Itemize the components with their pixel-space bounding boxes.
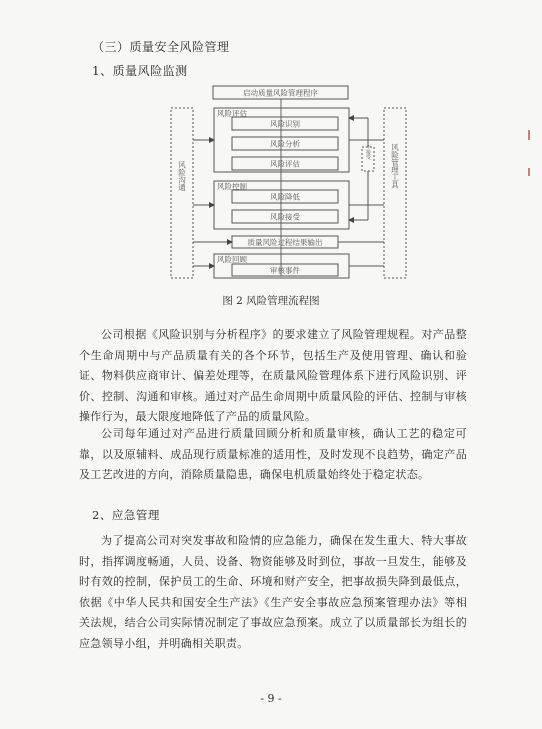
label-start: 启动质量风险管理程序 bbox=[243, 88, 318, 98]
label-accept: 风险接受 bbox=[270, 212, 300, 222]
risk-management-flowchart bbox=[0, 0, 542, 290]
subsection-heading-emergency: 2、应急管理 bbox=[92, 508, 160, 522]
subsection-heading-monitoring: 1、质量风险监测 bbox=[92, 64, 188, 78]
label-analyze: 风险分析 bbox=[270, 139, 300, 149]
paragraph-quality-review: 公司每年通过对产品进行质量回顾分析和质量审核，确认工艺的稳定可靠，以及原辅料、成品现行质量标准的适用性，及时发现不良趋势，确定产品及工艺改进的方向，消除质量隐患，确保电机质量始终处于稳定状态。 bbox=[79, 427, 467, 482]
label-control: 风险控制 bbox=[217, 182, 247, 191]
margin-mark bbox=[528, 130, 530, 140]
box-communication bbox=[171, 108, 193, 278]
label-review-group: 风险回顾 bbox=[217, 255, 247, 264]
label-assessment: 风险评估 bbox=[217, 109, 247, 118]
label-communication: 风险沟通 bbox=[177, 161, 187, 191]
label-tools: 风险管理工具 bbox=[390, 143, 400, 189]
label-output: 质量风险过程结果输出 bbox=[247, 238, 323, 247]
label-evaluate: 风险评估 bbox=[270, 159, 300, 169]
page-number: - 9 - bbox=[260, 692, 282, 705]
paragraph-risk-rules: 公司根据《风险识别与分析程序》的要求建立了风险管理规程。对产品整个生命周期中与产品质量有关的各个环节，包括生产及使用管理、确认和验证、物料供应商审计、偏差处理等，在质量风险管理体系下进行风险识别、评价、控制、沟通和审核。通过对产品生命周期中质量风险的评估、控制与审核操作行为，最大限度地降低了产品的质量风险。 bbox=[79, 328, 467, 424]
paragraph-emergency: 为了提高公司对突发事故和险情的应急能力，确保在发生重大、特大事故时，指挥调度畅通，人员、设备、物资能够及时到位，事故一旦发生，能够及时有效的控制，保护员工的生命、环境和财产安全，把事故损失降到最低点，依据《中华人民共和国安全生产法》《生产安全事故应急预案管理办法》等相关法规，结合公司实际情况制定了事故应急预案。成立了以质量部长为组长的应急领导小组，并明确相关职责。 bbox=[79, 534, 467, 650]
section-heading: （三）质量安全风险管理 bbox=[92, 40, 230, 54]
label-identify: 风险识别 bbox=[270, 119, 300, 129]
figure-caption: 图 2 风险管理流程图 bbox=[222, 295, 320, 307]
label-review: 审核事件 bbox=[270, 266, 300, 275]
margin-mark bbox=[528, 168, 530, 176]
label-not-accept: 不接受 bbox=[365, 144, 371, 160]
box-tools bbox=[384, 108, 406, 278]
label-reduce: 风险降低 bbox=[270, 192, 300, 202]
